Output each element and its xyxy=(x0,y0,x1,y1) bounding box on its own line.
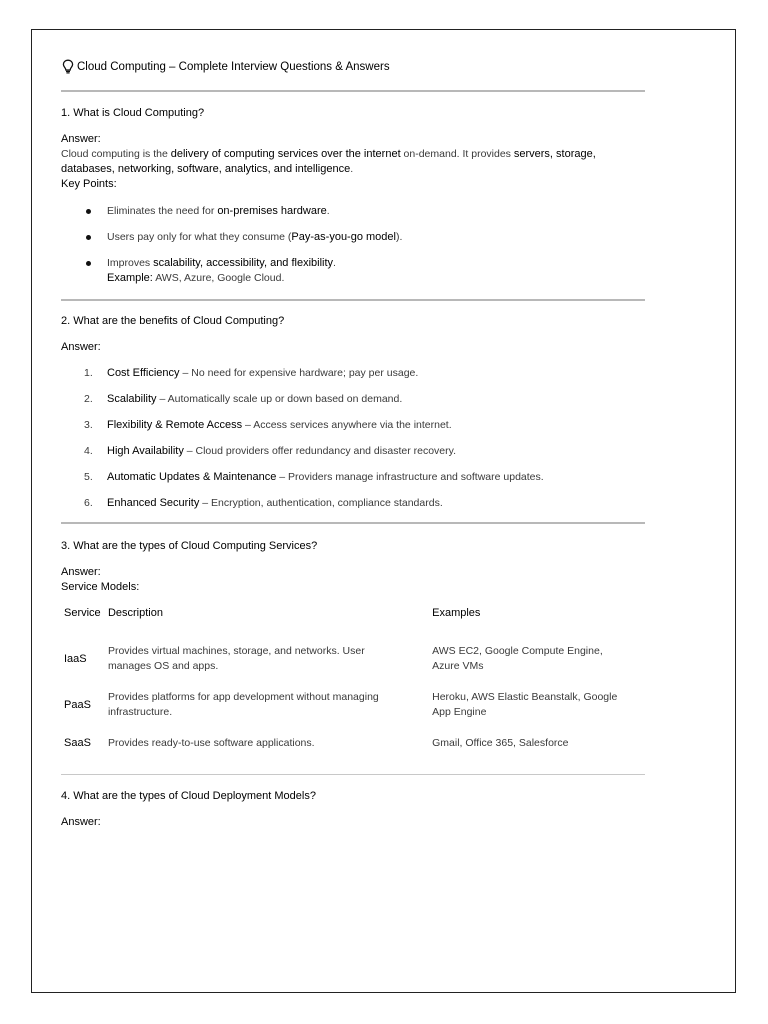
examples-cell: Gmail, Office 365, Salesforce xyxy=(432,736,569,749)
definition-bold: delivery of computing services over the internet xyxy=(170,148,401,160)
list-item xyxy=(61,470,645,496)
examples-cell xyxy=(432,682,645,728)
benefit-text: – Encryption, authentication, compliance standards. xyxy=(199,497,443,509)
list-item xyxy=(61,256,645,286)
answer-label: Answer: xyxy=(61,816,101,828)
service-cell: SaaS xyxy=(64,736,91,749)
point-text: Eliminates the need for xyxy=(107,205,218,217)
benefit-title: Enhanced Security xyxy=(107,497,200,509)
examples-line: App Engine xyxy=(432,706,487,718)
item-number: 5. xyxy=(84,471,93,483)
list-item xyxy=(61,230,645,256)
question-2: 2. What are the benefits of Cloud Computing? xyxy=(61,315,285,327)
definition-bold: servers, storage, xyxy=(513,148,596,160)
question-4: 4. What are the types of Cloud Deployment Models? xyxy=(61,790,316,802)
benefit-text: – Cloud providers offer redundancy and disaster recovery. xyxy=(183,445,457,457)
benefit-text: – Providers manage infrastructure and software updates. xyxy=(276,471,544,483)
bullet-icon xyxy=(86,261,91,266)
item-number: 1. xyxy=(84,367,93,379)
description-line: infrastructure. xyxy=(107,706,173,718)
column-header: Service xyxy=(64,607,101,619)
definition-text: on-demand. It provides xyxy=(400,148,514,160)
item-number: 2. xyxy=(84,393,93,405)
table-header-row xyxy=(61,606,645,636)
description-cell xyxy=(108,682,432,728)
column-header: Description xyxy=(107,607,163,619)
document-content xyxy=(61,58,645,830)
section-divider xyxy=(61,774,645,775)
answer-label: Answer: xyxy=(61,341,101,353)
benefit-text: – Access services anywhere via the internet. xyxy=(242,419,452,431)
list-item xyxy=(61,392,645,418)
point-bold: scalability, accessibility, and flexibility xyxy=(153,257,334,269)
section-divider xyxy=(61,299,645,301)
benefit-title: Scalability xyxy=(107,393,157,405)
list-item xyxy=(61,366,645,392)
question-1: 1. What is Cloud Computing? xyxy=(61,107,205,119)
item-number: 6. xyxy=(84,497,93,509)
benefit-text: – Automatically scale up or down based on demand. xyxy=(156,393,403,405)
point-text: Improves xyxy=(107,257,154,269)
definition-text: Cloud computing is the xyxy=(61,148,171,160)
list-item xyxy=(61,496,645,522)
key-points-list xyxy=(61,204,645,286)
service-models-label: Service Models: xyxy=(61,581,140,593)
table-row xyxy=(61,728,645,758)
benefits-list xyxy=(61,366,645,522)
section-divider xyxy=(61,90,645,92)
description-line: manages OS and apps. xyxy=(107,660,219,672)
benefit-text: – No need for expensive hardware; pay per usage. xyxy=(179,367,419,379)
item-number: 4. xyxy=(84,445,93,457)
service-models-table xyxy=(61,606,645,758)
benefit-title: High Availability xyxy=(107,445,184,457)
question-3: 3. What are the types of Cloud Computing Services? xyxy=(61,540,318,552)
description-line: Provides platforms for app development without managing xyxy=(107,691,379,703)
list-item xyxy=(61,204,645,230)
benefit-title: Cost Efficiency xyxy=(107,367,180,379)
point-bold: on-premises hardware xyxy=(217,205,327,217)
lightbulb-icon xyxy=(61,59,75,75)
description-cell: Provides ready-to-use software applications. xyxy=(107,736,315,749)
key-points-label: Key Points: xyxy=(61,178,117,190)
point-text: . xyxy=(326,205,330,217)
examples-cell xyxy=(432,636,645,682)
document-title: Cloud Computing – Complete Interview Questions & Answers xyxy=(77,60,390,73)
examples-line: AWS EC2, Google Compute Engine, xyxy=(432,645,603,657)
table-row xyxy=(61,636,645,682)
example-text: AWS, Azure, Google Cloud. xyxy=(152,272,285,284)
section-divider xyxy=(61,522,645,524)
definition-bold: databases, networking, software, analytics, and intelligence xyxy=(61,163,351,175)
bullet-icon xyxy=(86,235,91,240)
point-bold: Pay-as-you-go model xyxy=(291,231,396,243)
answer-1-definition xyxy=(61,147,645,177)
service-cell: IaaS xyxy=(64,652,87,665)
answer-label: Answer: xyxy=(61,133,101,145)
service-cell: PaaS xyxy=(64,698,91,711)
column-header: Examples xyxy=(432,607,481,619)
definition-text: . xyxy=(350,163,354,175)
list-item xyxy=(61,444,645,470)
description-line: Provides virtual machines, storage, and networks. User xyxy=(107,645,365,657)
table-row xyxy=(61,682,645,728)
description-cell xyxy=(108,636,432,682)
examples-line: Azure VMs xyxy=(432,660,484,672)
list-item xyxy=(61,418,645,444)
answer-label: Answer: xyxy=(61,566,101,578)
benefit-title: Flexibility & Remote Access xyxy=(107,419,243,431)
point-text: ). xyxy=(395,231,403,243)
point-text: Users pay only for what they consume ( xyxy=(107,231,292,243)
example-label: Example: xyxy=(107,272,153,284)
bullet-icon xyxy=(86,209,91,214)
benefit-title: Automatic Updates & Maintenance xyxy=(107,471,277,483)
item-number: 3. xyxy=(84,419,93,431)
examples-line: Heroku, AWS Elastic Beanstalk, Google xyxy=(432,691,618,703)
point-text: . xyxy=(333,257,336,269)
document-title-row xyxy=(61,58,645,76)
